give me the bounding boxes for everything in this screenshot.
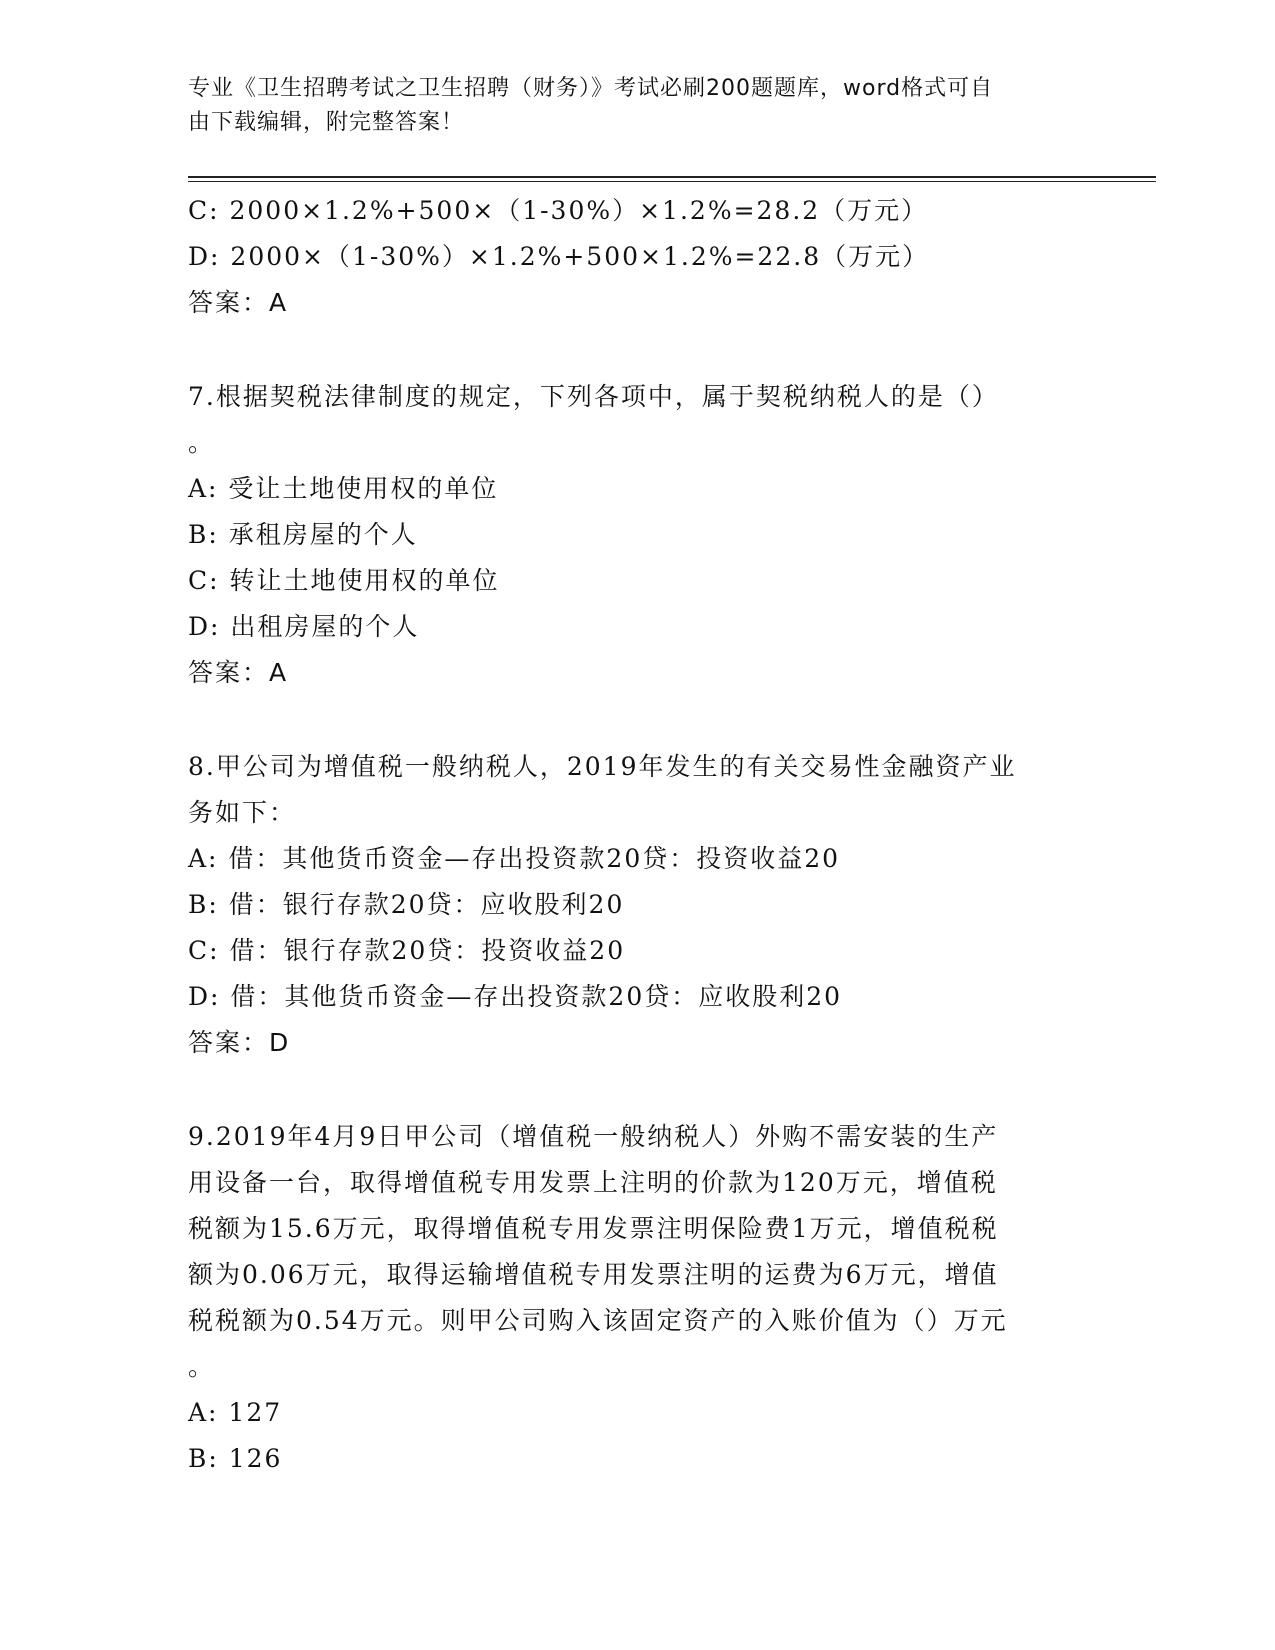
q7-option-b: B: 承租房屋的个人 — [188, 520, 418, 549]
q9-stem-line-3: 税额为15.6万元，取得增值税专用发票注明保险费1万元，增值税税 — [188, 1214, 999, 1243]
question-8 — [188, 744, 1088, 1066]
q9-stem-line-6: 。 — [188, 1352, 216, 1381]
question-list — [188, 188, 1088, 1482]
q7-stem-line-1: 7.根据契税法律制度的规定，下列各项中，属于契税纳税人的是（） — [188, 382, 999, 411]
header-line-1: 专业《卫生招聘考试之卫生招聘（财务）》考试必刷200题题库，word格式可自 — [188, 76, 994, 101]
q9-option-a: A: 127 — [188, 1398, 283, 1427]
q8-option-b: B: 借：银行存款20贷：应收股利20 — [188, 890, 625, 919]
q6-option-d: D: 2000×（1-30%）×1.2%+500×1.2%=22.8（万元） — [188, 242, 930, 271]
question-9 — [188, 1114, 1088, 1482]
q9-option-b: B: 126 — [188, 1444, 283, 1473]
q8-option-a: A: 借：其他货币资金—存出投资款20贷：投资收益20 — [188, 844, 841, 873]
q8-option-c: C: 借：银行存款20贷：投资收益20 — [188, 936, 626, 965]
header-divider-thin — [188, 181, 1156, 182]
spacer — [188, 1066, 1088, 1114]
q8-stem — [188, 744, 1068, 836]
q9-stem-line-4: 额为0.06万元，取得运输增值税专用发票注明的运费为6万元，增值 — [188, 1260, 999, 1289]
q8-answer: 答案：D — [188, 1028, 291, 1057]
q8-stem-line-1: 8.甲公司为增值税一般纳税人，2019年发生的有关交易性金融资产业 — [188, 752, 1017, 781]
q7-stem — [188, 374, 1068, 466]
spacer — [188, 326, 1088, 374]
question-6 — [188, 188, 1088, 326]
q7-option-a: A: 受让土地使用权的单位 — [188, 474, 499, 503]
q6-option-c: C: 2000×1.2%+500×（1-30%）×1.2%=28.2（万元） — [188, 196, 929, 225]
header-line-2: 由下载编辑，附完整答案！ — [188, 110, 465, 135]
q9-stem-line-5: 税税额为0.54万元。则甲公司购入该固定资产的入账价值为（）万元 — [188, 1306, 1008, 1335]
q7-answer: 答案：A — [188, 658, 289, 687]
q6-answer: 答案：A — [188, 288, 289, 317]
q7-option-c: C: 转让土地使用权的单位 — [188, 566, 500, 595]
q7-option-d: D: 出租房屋的个人 — [188, 612, 420, 641]
q9-stem — [188, 1114, 1068, 1390]
q8-stem-line-2: 务如下： — [188, 798, 297, 827]
q8-option-d: D: 借：其他货币资金—存出投资款20贷：应收股利20 — [188, 982, 843, 1011]
page-header — [188, 72, 1068, 140]
q9-stem-line-1: 9.2019年4月9日甲公司（增值税一般纳税人）外购不需安装的生产 — [188, 1122, 999, 1151]
q9-stem-line-2: 用设备一台，取得增值税专用发票上注明的价款为120万元，增值税 — [188, 1168, 998, 1197]
question-7 — [188, 374, 1088, 696]
spacer — [188, 696, 1088, 744]
header-divider-thick — [188, 176, 1156, 178]
q7-stem-line-2: 。 — [188, 428, 216, 457]
